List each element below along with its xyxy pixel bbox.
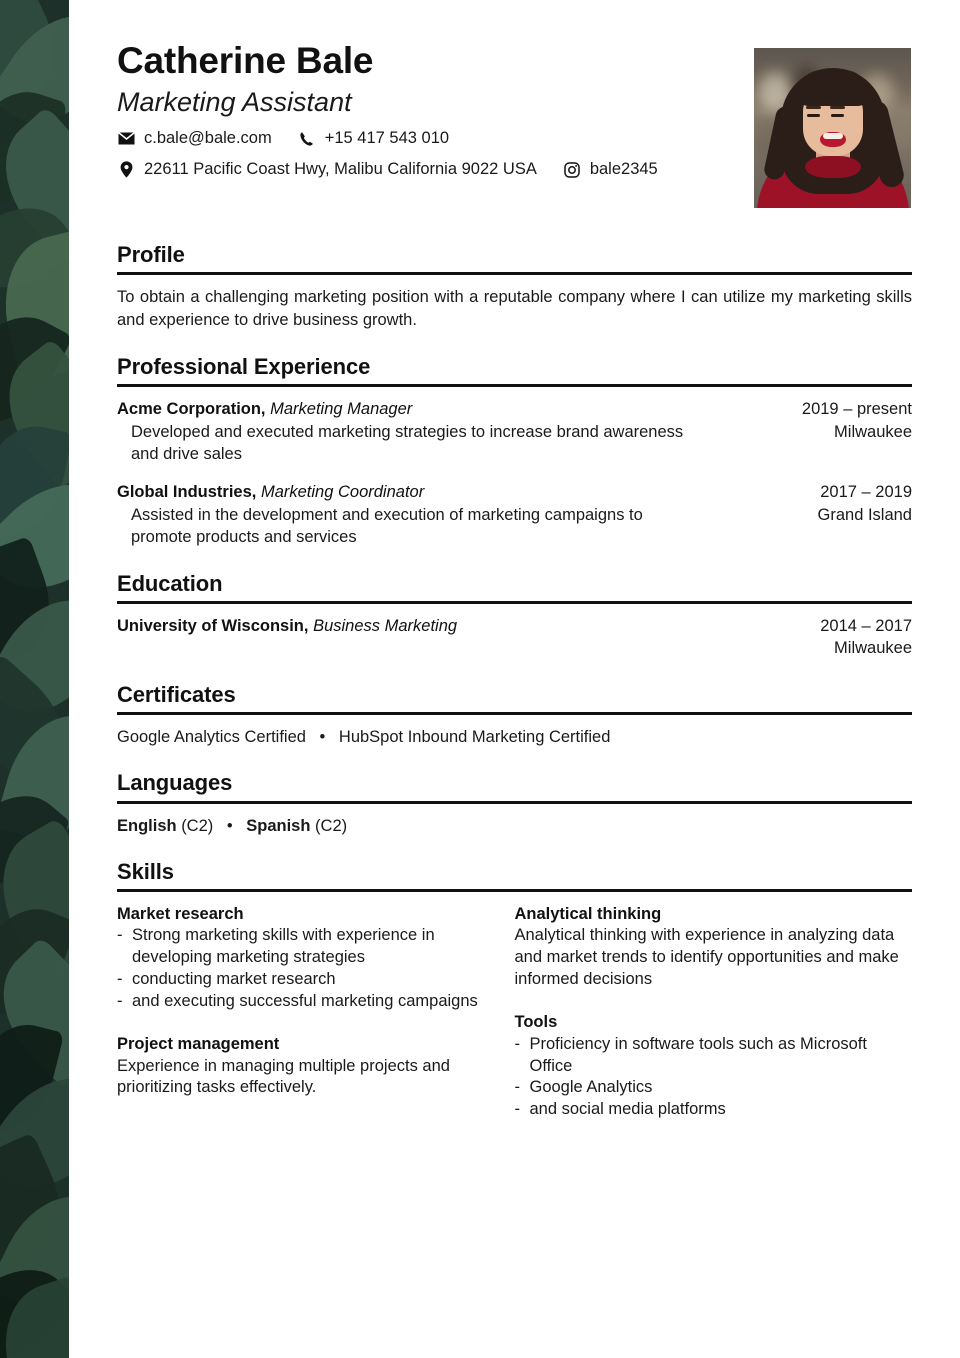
language-level: (C2) [315,816,348,835]
section-rule [117,384,912,387]
certificates-list [117,726,912,748]
skill-group [117,903,485,1013]
skill-description: Analytical thinking with experience in analyzing data and market trends to identify opportunities and make informed decisions [514,926,899,989]
skill-title: Market research [117,905,244,924]
education-field: Business Marketing [313,616,458,635]
list-separator: • [319,727,326,746]
skill-title: Analytical thinking [514,905,662,924]
photo-collar [805,156,861,178]
section-skills [117,859,912,1121]
section-heading-education: Education [117,570,223,596]
certificate-item: Google Analytics Certified [117,727,306,746]
languages-list [117,815,912,837]
experience-dates: 2019 – present [801,400,912,419]
section-experience [117,354,912,549]
section-heading-profile: Profile [117,242,185,267]
location-pin-icon [117,161,136,178]
certificate-item: HubSpot Inbound Marketing Certified [338,727,611,746]
section-rule [117,601,912,604]
language-level: (C2) [181,816,214,835]
skill-group [515,903,913,991]
experience-entry [117,481,912,548]
resume-header [117,0,912,220]
section-heading-skills: Skills [117,858,174,884]
photo-hair-top [797,70,869,106]
section-heading-languages: Languages [117,770,233,796]
skill-bullet: - Proficiency in software tools such as Microsoft Office [515,1034,913,1078]
skill-bullet: - Google Analytics [515,1077,913,1099]
skill-group [117,1033,485,1099]
contact-email-text: c.bale@bale.com [144,128,272,147]
education-entry-title [117,615,796,637]
skill-bullet: - and executing successful marketing campaigns [117,991,485,1013]
skill-bullet-list [515,1034,913,1122]
contact-address-text: 22611 Pacific Coast Hwy, Malibu California 9022 USA [144,159,537,178]
skill-bullet-list [117,925,485,1013]
contact-address[interactable] [117,160,537,180]
skill-bullet: - conducting market research [117,969,485,991]
section-rule [117,889,912,892]
education-location: Milwaukee [834,639,912,658]
language-name: English [117,816,177,835]
leaf-pattern [0,0,69,1358]
skills-column-left [117,903,515,1121]
section-rule [117,801,912,804]
experience-location: Grand Island [817,505,912,524]
section-heading-experience: Professional Experience [117,353,371,379]
experience-entry-title [117,398,778,420]
education-dates: 2014 – 2017 [820,616,912,635]
education-organization: University of Wisconsin, [117,616,309,635]
contact-instagram-text: bale2345 [589,159,658,178]
experience-entry-title [117,481,794,503]
skill-bullet: - Strong marketing skills with experience in developing marketing strategies [117,925,485,969]
experience-role: Marketing Coordinator [260,483,425,502]
job-title: Marketing Assistant [117,86,352,117]
skill-title: Tools [514,1013,558,1032]
experience-dates: 2017 – 2019 [820,483,912,502]
skill-bullet: - and social media platforms [515,1099,913,1121]
contact-instagram[interactable] [563,160,658,180]
experience-role: Marketing Manager [270,400,413,419]
section-certificates [117,682,912,749]
experience-description: Assisted in the development and execution of marketing campaigns to promote products and services [131,505,643,546]
skill-group [515,1011,913,1121]
education-entry [117,615,912,660]
section-languages [117,770,912,837]
experience-description: Developed and executed marketing strategies to increase brand awareness and drive sales [131,422,684,463]
section-profile [117,242,912,332]
contact-phone[interactable] [298,129,449,149]
page-title: Catherine Bale [117,40,374,81]
resume-content [117,0,912,1121]
experience-organization: Global Industries, [117,483,257,502]
instagram-icon [563,161,582,178]
list-separator: • [226,816,233,835]
profile-text: To obtain a challenging marketing position with a reputable company where I can utilize my marketing skills and experience to drive business growth. [117,288,912,330]
skill-description: Experience in managing multiple projects and prioritizing tasks effectively. [117,1056,450,1097]
section-heading-certificates: Certificates [117,681,236,707]
skills-column-right [515,903,913,1121]
section-rule [117,712,912,715]
phone-icon [298,130,317,147]
contact-phone-text: +15 417 543 010 [324,128,450,147]
experience-entry [117,398,912,465]
language-name: Spanish [246,816,311,835]
skill-title: Project management [117,1035,280,1054]
envelope-icon [117,130,136,147]
avatar [754,48,911,208]
decorative-leaf-sidebar [0,0,69,1358]
experience-location: Milwaukee [834,422,912,441]
experience-organization: Acme Corporation, [117,400,266,419]
section-rule [117,272,912,275]
contact-email[interactable] [117,129,272,149]
section-education [117,571,912,660]
